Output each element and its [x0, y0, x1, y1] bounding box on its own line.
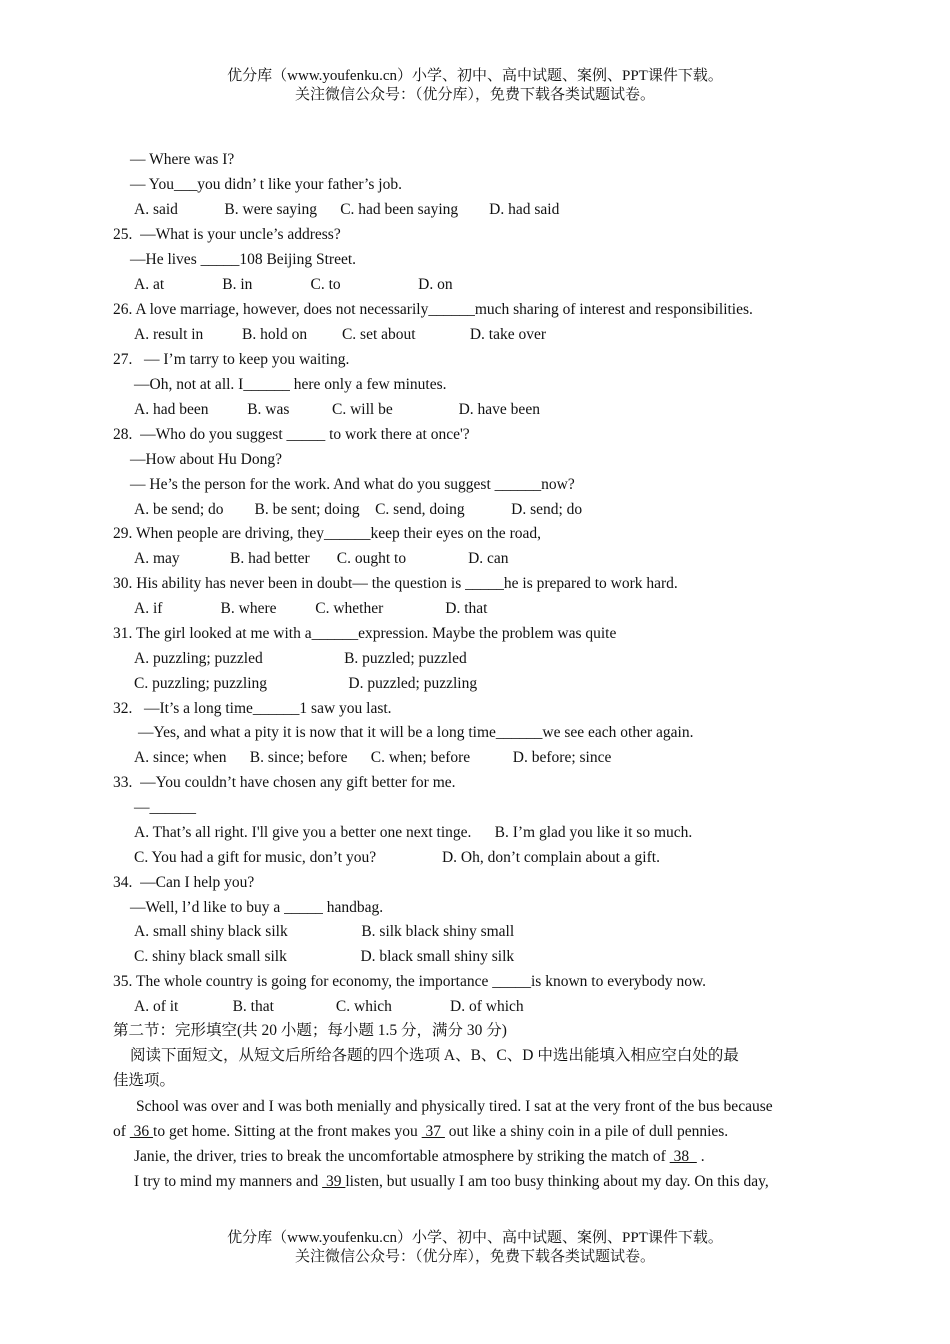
dialogue-line: — He’s the person for the work. And what do you suggest ______now? — [130, 476, 575, 493]
blank-38: 38 — [669, 1148, 697, 1165]
passage-text: to get home. Sitting at the front makes you — [153, 1123, 422, 1140]
header-line-2: 关注微信公众号：（优分库），免费下载各类试题试卷。 — [294, 87, 655, 103]
question-29: 29. When people are driving, they______keep their eyes on the road, — [113, 525, 541, 542]
dialogue-line: —How about Hu Dong? — [130, 451, 282, 468]
section-heading: 第二节：完形填空(共 20 小题；每小题 1.5 分，满分 30 分) — [113, 1022, 507, 1039]
dialogue-line: —He lives _____108 Beijing Street. — [130, 251, 357, 268]
footer-line-1: 优分库（www.youfenku.cn）小学、初中、高中试题、案例、PPT课件下载。 — [227, 1230, 723, 1246]
options-30: A. if B. where C. whether D. that — [134, 600, 488, 617]
question-35: 35. The whole country is going for economy, the importance _____is known to everybody now. — [113, 973, 707, 990]
dialogue-line: —Yes, and what a pity it is now that it will be a long time______we see each other again. — [138, 724, 694, 741]
dialogue-line: — You___you didn’ t like your father’s job. — [130, 176, 402, 193]
question-33: 33. —You couldn’t have chosen any gift better for me. — [113, 774, 456, 791]
passage-text: Janie, the driver, tries to break the uncomfortable atmosphere by striking the match of — [134, 1148, 670, 1165]
passage-text: of — [113, 1123, 130, 1140]
question-30: 30. His ability has never been in doubt— the question is _____he is prepared to work hard. — [113, 575, 678, 592]
options-26: A. result in B. hold on C. set about D. take over — [134, 326, 546, 343]
passage-text: I try to mind my manners and — [134, 1173, 323, 1190]
header-line-1: 优分库（www.youfenku.cn）小学、初中、高中试题、案例、PPT课件下载。 — [227, 68, 723, 84]
question-26: 26. A love marriage, however, does not necessarily______much sharing of interest and responsibilities. — [113, 301, 753, 318]
options-25: A. at B. in C. to D. on — [134, 276, 453, 293]
options-34-ab: A. small shiny black silk B. silk black shiny small — [134, 923, 515, 940]
options-27: A. had been B. was C. will be D. have been — [134, 401, 540, 418]
options-29: A. may B. had better C. ought to D. can — [134, 550, 509, 567]
passage-line-3 — [134, 1147, 705, 1167]
options-35: A. of it B. that C. which D. of which — [134, 998, 524, 1015]
blank-37: 37 — [421, 1123, 445, 1140]
options-33-cd: C. You had a gift for music, don’t you? D. Oh, don’t complain about a gift. — [134, 849, 660, 866]
passage-text: out like a shiny coin in a pile of dull pennies. — [444, 1123, 729, 1140]
options-34-cd: C. shiny black small silk D. black small shiny silk — [134, 948, 515, 965]
question-31: 31. The girl looked at me with a______expression. Maybe the problem was quite — [113, 625, 617, 642]
dialogue-line: —Well, l’d like to buy a _____ handbag. — [130, 899, 384, 916]
dialogue-line: — Where was I? — [130, 151, 235, 168]
passage-text: . — [696, 1148, 705, 1165]
passage-line-4 — [134, 1172, 769, 1192]
dialogue-line: —Oh, not at all. I______ here only a few minutes. — [134, 376, 447, 393]
dialogue-line: —______ — [134, 799, 196, 816]
passage-line-1: School was over and I was both menially and physically tired. I sat at the very front of the bus because — [136, 1098, 773, 1115]
question-32: 32. —It’s a long time______1 saw you last. — [113, 700, 392, 717]
blank-39: 39 — [322, 1173, 346, 1190]
options-24: A. said B. were saying C. had been saying D. had said — [134, 201, 560, 218]
question-28: 28. —Who do you suggest _____ to work there at once'? — [113, 426, 470, 443]
options-32: A. since; when B. since; before C. when; before D. before; since — [134, 749, 612, 766]
passage-text: listen, but usually I am too busy thinking about my day. On this day, — [345, 1173, 769, 1190]
options-31-cd: C. puzzling; puzzling D. puzzled; puzzling — [134, 675, 478, 692]
instructions-line-2: 佳选项。 — [113, 1072, 176, 1089]
passage-line-2 — [113, 1122, 728, 1142]
question-27: 27. — I’m tarry to keep you waiting. — [113, 351, 350, 368]
instructions-line-1: 阅读下面短文，从短文后所给各题的四个选项 A、B、C、D 中选出能填入相应空白处的最 — [130, 1047, 739, 1064]
question-34: 34. —Can I help you? — [113, 874, 255, 891]
options-28: A. be send; do B. be sent; doing C. send, doing D. send; do — [134, 501, 583, 518]
footer-line-2: 关注微信公众号：（优分库），免费下载各类试题试卷。 — [294, 1249, 655, 1265]
options-33-ab: A. That’s all right. I'll give you a better one next tinge. B. I’m glad you like it so much. — [134, 824, 693, 841]
question-25: 25. —What is your uncle’s address? — [113, 226, 341, 243]
blank-36: 36 — [129, 1123, 154, 1140]
options-31-ab: A. puzzling; puzzled B. puzzled; puzzled — [134, 650, 467, 667]
